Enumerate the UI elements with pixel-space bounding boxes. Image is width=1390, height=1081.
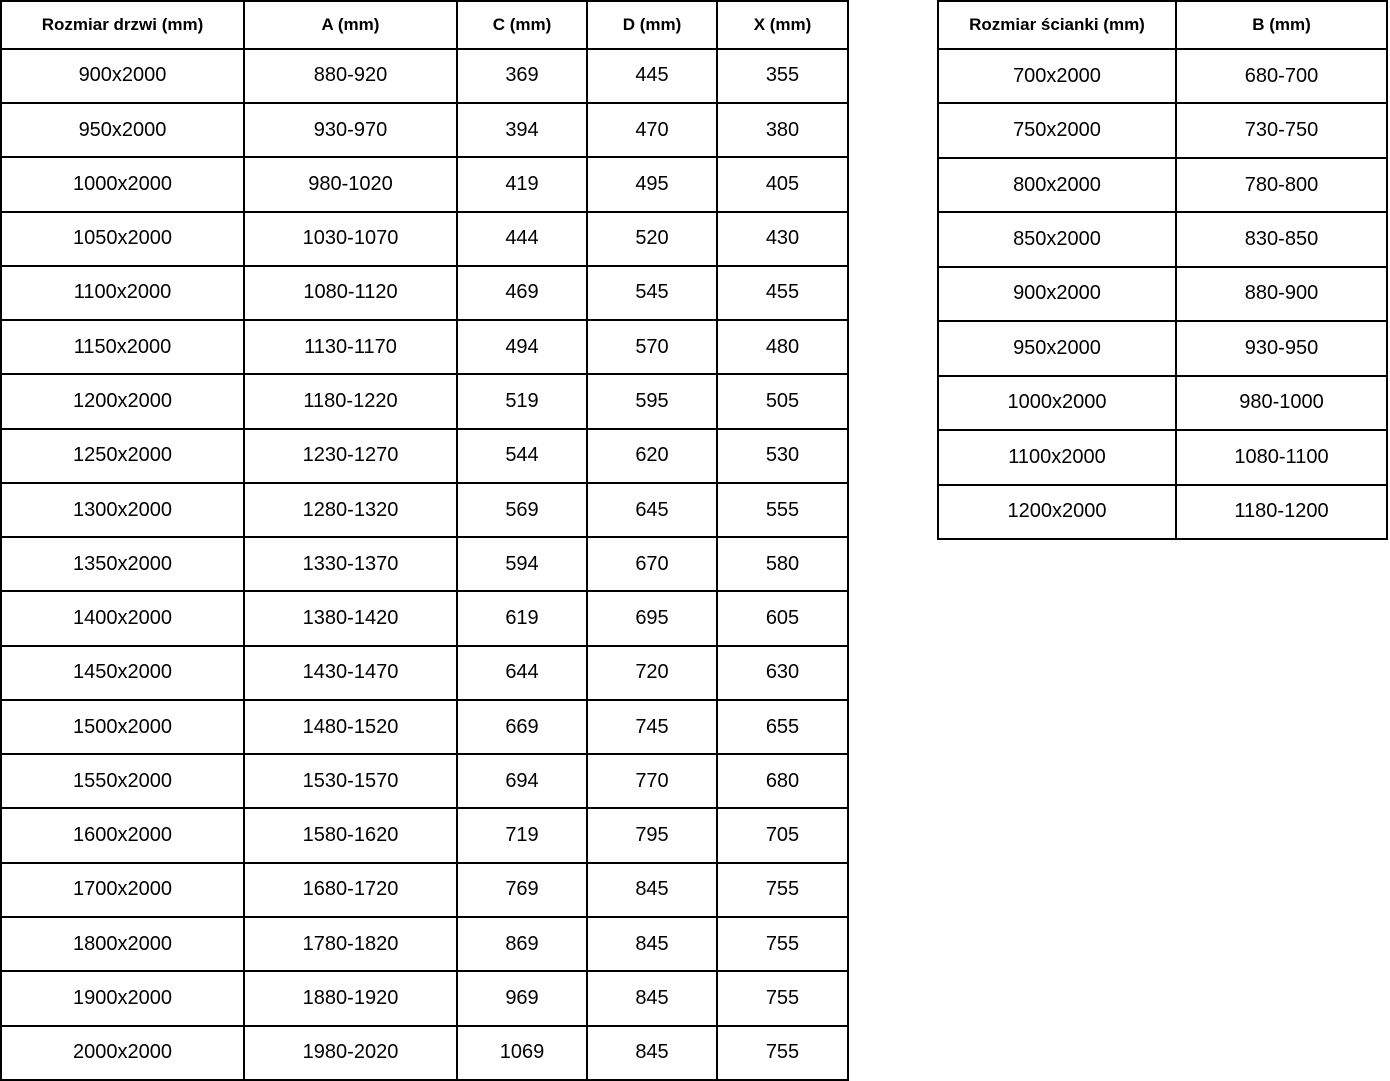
cell: 1700x2000 <box>1 863 244 917</box>
cell: 1450x2000 <box>1 646 244 700</box>
header-row <box>938 1 1387 49</box>
cell: 900x2000 <box>1 49 244 103</box>
cell: 430 <box>717 212 848 266</box>
table-row <box>1 212 848 266</box>
cell: 644 <box>457 646 587 700</box>
cell: 569 <box>457 483 587 537</box>
cell: 770 <box>587 754 717 808</box>
cell: 405 <box>717 157 848 211</box>
cell: 745 <box>587 700 717 754</box>
cell: 755 <box>717 1026 848 1080</box>
table-row <box>1 429 848 483</box>
cell: 1480-1520 <box>244 700 457 754</box>
cell: 769 <box>457 863 587 917</box>
cell: 755 <box>717 863 848 917</box>
cell: 845 <box>587 1026 717 1080</box>
cell: 869 <box>457 917 587 971</box>
cell: 1580-1620 <box>244 808 457 862</box>
cell: 1230-1270 <box>244 429 457 483</box>
cell: 720 <box>587 646 717 700</box>
table-row <box>938 267 1387 321</box>
cell: 680-700 <box>1176 49 1387 103</box>
cell: 1280-1320 <box>244 483 457 537</box>
cell: 1380-1420 <box>244 591 457 645</box>
cell: 355 <box>717 49 848 103</box>
table-row <box>1 374 848 428</box>
cell: 830-850 <box>1176 212 1387 266</box>
cell: 469 <box>457 266 587 320</box>
table-row <box>938 376 1387 430</box>
cell: 1180-1200 <box>1176 485 1387 539</box>
table-row <box>1 971 848 1025</box>
cell: 719 <box>457 808 587 862</box>
cell: 795 <box>587 808 717 862</box>
cell: 1000x2000 <box>1 157 244 211</box>
cell: 1350x2000 <box>1 537 244 591</box>
cell: 1550x2000 <box>1 754 244 808</box>
cell: 850x2000 <box>938 212 1176 266</box>
cell: 505 <box>717 374 848 428</box>
cell: 545 <box>587 266 717 320</box>
cell: 845 <box>587 971 717 1025</box>
table-row <box>1 266 848 320</box>
cell: 1100x2000 <box>938 430 1176 484</box>
table-row <box>938 103 1387 157</box>
cell: 1150x2000 <box>1 320 244 374</box>
cell: 1800x2000 <box>1 917 244 971</box>
cell: 800x2000 <box>938 158 1176 212</box>
cell: 969 <box>457 971 587 1025</box>
table-row <box>1 103 848 157</box>
cell: 444 <box>457 212 587 266</box>
cell: 480 <box>717 320 848 374</box>
cell: 1330-1370 <box>244 537 457 591</box>
cell: 950x2000 <box>938 321 1176 375</box>
cell: 930-970 <box>244 103 457 157</box>
cell: 555 <box>717 483 848 537</box>
cell: 980-1000 <box>1176 376 1387 430</box>
cell: 645 <box>587 483 717 537</box>
cell: 655 <box>717 700 848 754</box>
cell: 700x2000 <box>938 49 1176 103</box>
cell: 1030-1070 <box>244 212 457 266</box>
table-row <box>1 157 848 211</box>
cell: 1430-1470 <box>244 646 457 700</box>
table-row <box>938 158 1387 212</box>
cell: 1180-1220 <box>244 374 457 428</box>
cell: 594 <box>457 537 587 591</box>
cell: 1500x2000 <box>1 700 244 754</box>
cell: 705 <box>717 808 848 862</box>
column-header: Rozmiar ścianki (mm) <box>938 1 1176 49</box>
cell: 1980-2020 <box>244 1026 457 1080</box>
table-row <box>1 537 848 591</box>
cell: 369 <box>457 49 587 103</box>
table-row <box>1 483 848 537</box>
cell: 470 <box>587 103 717 157</box>
cell: 1250x2000 <box>1 429 244 483</box>
cell: 1069 <box>457 1026 587 1080</box>
cell: 455 <box>717 266 848 320</box>
cell: 680 <box>717 754 848 808</box>
cell: 605 <box>717 591 848 645</box>
table-row <box>938 212 1387 266</box>
cell: 780-800 <box>1176 158 1387 212</box>
cell: 619 <box>457 591 587 645</box>
table-row <box>1 863 848 917</box>
cell: 2000x2000 <box>1 1026 244 1080</box>
column-header: Rozmiar drzwi (mm) <box>1 1 244 49</box>
cell: 1130-1170 <box>244 320 457 374</box>
cell: 495 <box>587 157 717 211</box>
header-row <box>1 1 848 49</box>
table-row <box>1 700 848 754</box>
cell: 580 <box>717 537 848 591</box>
cell: 630 <box>717 646 848 700</box>
cell: 1880-1920 <box>244 971 457 1025</box>
cell: 950x2000 <box>1 103 244 157</box>
cell: 544 <box>457 429 587 483</box>
cell: 694 <box>457 754 587 808</box>
table-row <box>1 49 848 103</box>
cell: 755 <box>717 917 848 971</box>
cell: 845 <box>587 863 717 917</box>
cell: 900x2000 <box>938 267 1176 321</box>
column-header: X (mm) <box>717 1 848 49</box>
table-row <box>1 917 848 971</box>
table-row <box>1 808 848 862</box>
column-header: A (mm) <box>244 1 457 49</box>
cell: 1200x2000 <box>938 485 1176 539</box>
cell: 845 <box>587 917 717 971</box>
cell: 980-1020 <box>244 157 457 211</box>
cell: 930-950 <box>1176 321 1387 375</box>
cell: 750x2000 <box>938 103 1176 157</box>
column-header: B (mm) <box>1176 1 1387 49</box>
cell: 1600x2000 <box>1 808 244 862</box>
table-row <box>1 1026 848 1080</box>
cell: 595 <box>587 374 717 428</box>
table-row <box>1 320 848 374</box>
cell: 670 <box>587 537 717 591</box>
table-row <box>938 49 1387 103</box>
cell: 1200x2000 <box>1 374 244 428</box>
cell: 880-920 <box>244 49 457 103</box>
wall-size-table <box>937 0 1388 540</box>
cell: 620 <box>587 429 717 483</box>
cell: 445 <box>587 49 717 103</box>
cell: 380 <box>717 103 848 157</box>
table-row <box>1 591 848 645</box>
cell: 1080-1100 <box>1176 430 1387 484</box>
cell: 520 <box>587 212 717 266</box>
cell: 1050x2000 <box>1 212 244 266</box>
cell: 1530-1570 <box>244 754 457 808</box>
column-header: D (mm) <box>587 1 717 49</box>
cell: 1900x2000 <box>1 971 244 1025</box>
cell: 880-900 <box>1176 267 1387 321</box>
cell: 570 <box>587 320 717 374</box>
cell: 730-750 <box>1176 103 1387 157</box>
table-row <box>938 430 1387 484</box>
cell: 1680-1720 <box>244 863 457 917</box>
table-row <box>1 754 848 808</box>
cell: 755 <box>717 971 848 1025</box>
cell: 519 <box>457 374 587 428</box>
cell: 530 <box>717 429 848 483</box>
cell: 1780-1820 <box>244 917 457 971</box>
cell: 695 <box>587 591 717 645</box>
table-row <box>938 485 1387 539</box>
cell: 419 <box>457 157 587 211</box>
cell: 1000x2000 <box>938 376 1176 430</box>
table-row <box>938 321 1387 375</box>
cell: 494 <box>457 320 587 374</box>
cell: 1300x2000 <box>1 483 244 537</box>
cell: 1400x2000 <box>1 591 244 645</box>
cell: 1080-1120 <box>244 266 457 320</box>
cell: 1100x2000 <box>1 266 244 320</box>
cell: 669 <box>457 700 587 754</box>
cell: 394 <box>457 103 587 157</box>
table-row <box>1 646 848 700</box>
column-header: C (mm) <box>457 1 587 49</box>
